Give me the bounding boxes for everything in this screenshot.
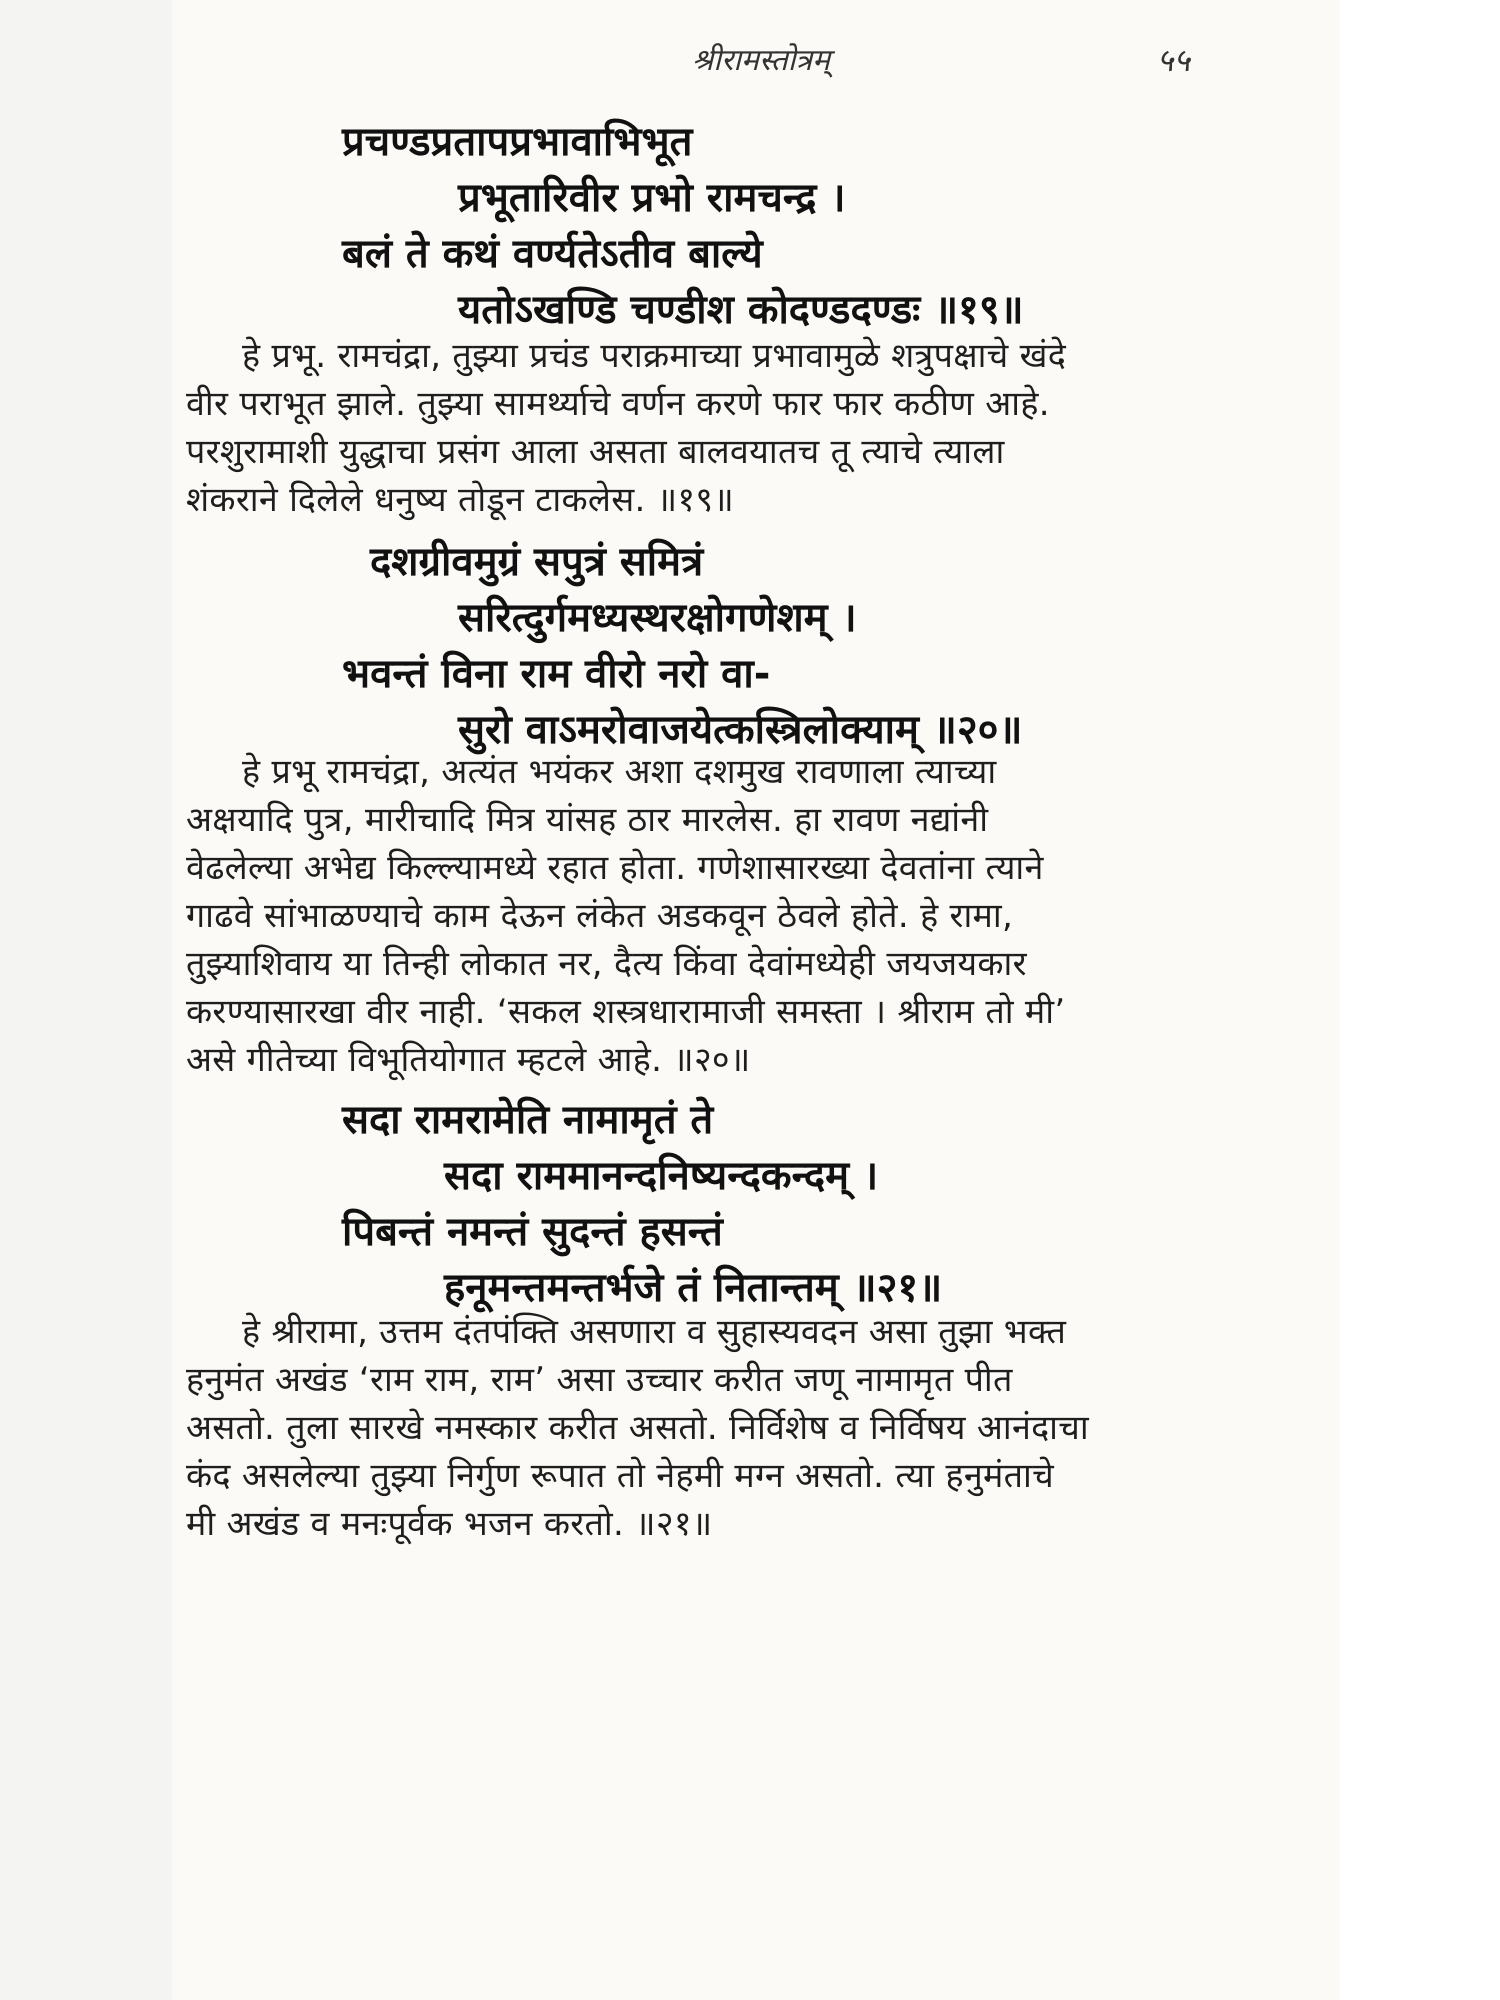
commentary-line: हे प्रभू रामचंद्रा, अत्यंत भयंकर अशा दशमुख रावणाला त्याच्या: [242, 752, 997, 792]
verse-line: प्रभूतारिवीर प्रभो रामचन्द्र ।: [458, 175, 846, 221]
commentary-line: वेढलेल्या अभेद्य किल्ल्यामध्ये रहात होता. गणेशासारख्या देवतांना त्याने: [186, 848, 1044, 888]
commentary-line: हनुमंत अखंड ‘राम राम, राम’ असा उच्चार करीत जणू नामामृत पीत: [186, 1360, 1013, 1400]
commentary-line: शंकराने दिलेले धनुष्य तोडून टाकलेस. ॥१९॥: [186, 480, 735, 520]
verse-line: भवन्तं विना राम वीरो नरो वा-: [342, 651, 771, 697]
verse-line: सदा राममानन्दनिष्यन्दकन्दम् ।: [444, 1153, 879, 1199]
book-page: [172, 0, 1340, 2000]
verse-line: दशग्रीवमुग्रं सपुत्रं समित्रं: [370, 539, 704, 585]
commentary-line: असतो. तुला सारखे नमस्कार करीत असतो. निर्विशेष व निर्विषय आनंदाचा: [186, 1408, 1089, 1448]
commentary-line: वीर पराभूत झाले. तुझ्या सामर्थ्याचे वर्णन करणे फार फार कठीण आहे.: [186, 384, 1050, 424]
commentary-line: मी अखंड व मनःपूर्वक भजन करतो. ॥२१॥: [186, 1504, 713, 1544]
verse-line: यतोऽखण्डि चण्डीश कोदण्डदण्डः ॥१९॥: [458, 287, 1024, 333]
commentary-line: करण्यासारखा वीर नाही. ‘सकल शस्त्रधारामाजी समस्ता । श्रीराम तो मी’: [186, 992, 1066, 1032]
verse-line: हनूमन्तमन्तर्भजे तं नितान्तम् ॥२१॥: [444, 1265, 943, 1311]
page-header: [172, 38, 1340, 78]
commentary-line: तुझ्याशिवाय या तिन्ही लोकात नर, दैत्य किंवा देवांमध्येही जयजयकार: [186, 944, 1027, 984]
verse-line: प्रचण्डप्रतापप्रभावाभिभूत: [342, 119, 693, 165]
verse-line: सरित्दुर्गमध्यस्थरक्षोगणेशम् ।: [458, 595, 857, 641]
verse-line: सुरो वाऽमरोवाजयेत्कस्त्रिलोक्याम् ॥२०॥: [458, 707, 1023, 753]
verse-line: बलं ते कथं वर्ण्यतेऽतीव बाल्ये: [342, 231, 763, 277]
page-margin: [0, 0, 172, 2000]
commentary-line: हे श्रीरामा, उत्तम दंतपंक्ति असणारा व सुहास्यवदन असा तुझा भक्त: [242, 1312, 1067, 1352]
verse-line: पिबन्तं नमन्तं सुदन्तं हसन्तं: [342, 1209, 723, 1255]
running-title: श्रीरामस्तोत्रम्: [692, 43, 831, 78]
commentary-line: परशुरामाशी युद्धाचा प्रसंग आला असता बालवयातच तू त्याचे त्याला: [186, 432, 1005, 472]
commentary-line: अक्षयादि पुत्र, मारीचादि मित्र यांसह ठार मारलेस. हा रावण नद्यांनी: [186, 800, 989, 840]
commentary-line: कंद असलेल्या तुझ्या निर्गुण रूपात तो नेहमी मग्न असतो. त्या हनुमंताचे: [186, 1456, 1055, 1496]
commentary-line: असे गीतेच्या विभूतियोगात म्हटले आहे. ॥२०॥: [186, 1040, 751, 1080]
verse-line: सदा रामरामेति नामामृतं ते: [342, 1097, 714, 1143]
commentary-line: हे प्रभू. रामचंद्रा, तुझ्या प्रचंड पराक्रमाच्या प्रभावामुळे शत्रुपक्षाचे खंदे: [242, 336, 1067, 376]
commentary-line: गाढवे सांभाळण्याचे काम देऊन लंकेत अडकवून ठेवले होते. हे रामा,: [186, 896, 1014, 936]
page-number: ५५: [1156, 41, 1190, 79]
